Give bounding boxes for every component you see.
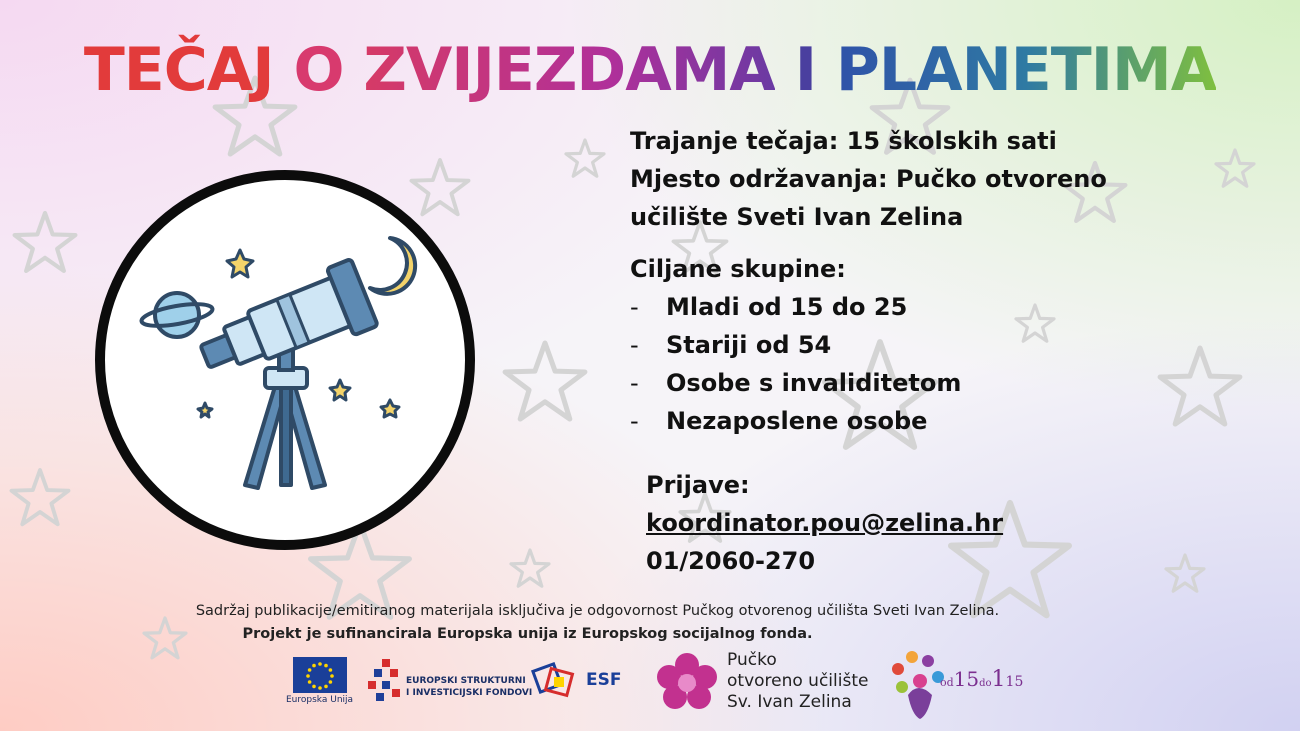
list-item: - Stariji od 54	[630, 331, 832, 359]
planet-icon	[140, 293, 214, 337]
title-word: I	[794, 35, 817, 105]
od15-logo-text: od15do115	[940, 667, 1024, 692]
funding-text: Projekt je sufinancirala Europska unija iz Europskog socijalnog fonda.	[242, 626, 813, 642]
page-title	[0, 30, 1300, 110]
esf-logo-icon	[530, 657, 582, 703]
esi-funds-logo-text: EUROPSKI STRUKTURNI I INVESTICIJSKI FONDOVI	[406, 676, 533, 698]
esf-logo-text: ESF	[586, 670, 622, 690]
course-duration: Trajanje tečaja: 15 školskih sati	[630, 127, 1057, 155]
target-groups-heading: Ciljane skupine:	[630, 255, 846, 283]
contact-block	[646, 466, 1003, 580]
logo-strip	[0, 645, 1300, 731]
eu-flag-icon	[293, 657, 347, 693]
list-item: - Nezaposlene osobe	[630, 407, 928, 435]
eu-caption: Europska Unija	[286, 695, 354, 705]
esi-funds-logo-icon	[368, 659, 408, 705]
course-info	[630, 122, 1107, 440]
course-location-line-1: Mjesto održavanja: Pučko otvoreno	[630, 165, 1107, 193]
course-location-line-2: učilište Sveti Ivan Zelina	[630, 203, 964, 231]
list-item: - Mladi od 15 do 25	[630, 293, 908, 321]
telescope-illustration	[95, 170, 475, 550]
contact-phone: 01/2060-270	[646, 547, 816, 575]
pou-logo-text: Pučko otvoreno učilište Sv. Ivan Zelina	[727, 650, 869, 712]
contact-heading: Prijave:	[646, 471, 750, 499]
list-item: - Osobe s invaliditetom	[630, 369, 962, 397]
title-word: PLANETIMA	[836, 30, 1216, 110]
title-word: ZVIJEZDAMA	[363, 30, 774, 110]
title-word: TEČAJ	[83, 35, 274, 105]
contact-email-link[interactable]: koordinator.pou@zelina.hr	[646, 509, 1004, 537]
disclaimer-text: Sadržaj publikacije/emitiranog materijala isključiva je odgovornost Pučkog otvorenog učilišta Sveti Ivan Zelina.	[195, 603, 1000, 619]
telescope-icon	[105, 180, 465, 540]
flower-logo-icon	[655, 651, 719, 711]
title-word: O	[293, 35, 344, 105]
moon-icon	[370, 238, 415, 294]
people-logo-icon	[888, 647, 948, 723]
